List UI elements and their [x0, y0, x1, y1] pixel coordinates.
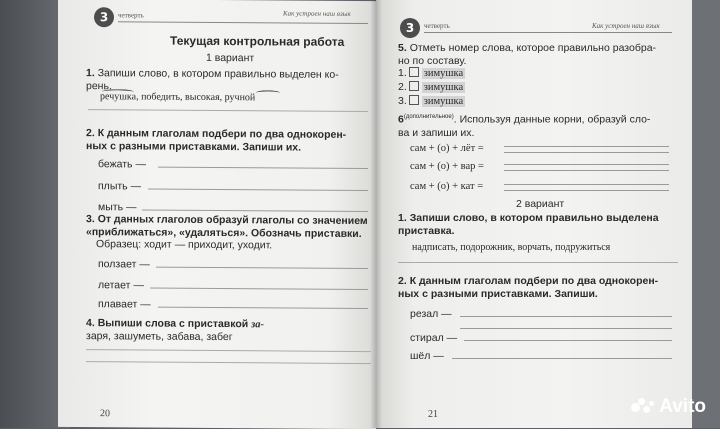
variant-label: 2 вариант [516, 198, 565, 210]
root-arc [256, 90, 280, 95]
page-title: Текущая контрольная работа [170, 33, 345, 49]
task-3-example: Образец: ходит — приходит, уходит. [96, 238, 273, 252]
variant-label: 1 вариант [206, 51, 255, 65]
quarter-badge: 3 [94, 7, 114, 27]
answer-line[interactable] [142, 209, 368, 212]
task-6: $6^{(дополнительное)}$. Используя данные корни, образуй сло- ва и запиши их. [398, 113, 651, 139]
checkbox[interactable] [409, 81, 419, 91]
answer-line[interactable] [150, 288, 368, 291]
book-spine [370, 0, 382, 428]
root-row-3: сам + (о) + кат = [410, 181, 484, 192]
task-4: 4. Выпиши слова с приставкой за- [86, 317, 265, 331]
task-3: 3. От данных глаголов образуй глаголы со значением «приближаться», «удаляться». Обозначь приставки. [86, 213, 368, 241]
root-arc [102, 89, 134, 94]
header-rule [118, 21, 368, 24]
answer-line[interactable] [86, 349, 371, 352]
task-5: 5. Отметь номер слова, которое правильно разобра- но по составу. [398, 42, 657, 67]
avito-logo-icon [631, 398, 655, 414]
task-4-words: заря, зашуметь, забава, забег [86, 330, 233, 344]
task-2-1-words: надписать, подорожник, ворчать, подружиться [412, 242, 611, 253]
task-2-1: 1. Запиши слово, в котором правильно выделена приставка. [398, 212, 659, 237]
answer-line[interactable] [504, 164, 669, 165]
verb-rezal: резал — [410, 308, 452, 320]
checkbox[interactable] [409, 95, 419, 105]
task-2-2: 2. К данным глаголам подбери по два однокорен- ных с разными приставками. Запиши. [398, 275, 659, 300]
verb-letaet: летает — [98, 279, 144, 292]
answer-line[interactable] [504, 146, 669, 147]
page-number: 21 [428, 409, 438, 420]
verb-shel: шёл — [410, 350, 444, 362]
option-2[interactable]: 2. зимушка [398, 81, 464, 93]
answer-line[interactable] [504, 190, 669, 191]
task-1-words: речушка, победить, высокая, ручной [100, 91, 256, 104]
checkbox[interactable] [409, 67, 419, 77]
avito-watermark: Avito [631, 396, 706, 418]
answer-line[interactable] [504, 184, 669, 185]
answer-line[interactable] [460, 328, 672, 329]
header-quarter: четверть [118, 11, 144, 20]
answer-line[interactable] [158, 307, 368, 309]
verb-plavaet: плавает — [98, 298, 151, 311]
verb-bezhat: бежать — [98, 158, 146, 171]
answer-line[interactable] [88, 109, 368, 112]
task-2: 2. К данным глаголам подбери по два однокорен- ных с разными приставками. Запиши их. [86, 127, 347, 154]
option-1[interactable]: 1. зимушка [398, 67, 464, 79]
verb-myt: мыть — [98, 201, 137, 214]
option-3[interactable]: 3. зимушка [398, 95, 464, 107]
answer-line[interactable] [148, 189, 368, 192]
answer-line[interactable] [158, 167, 368, 169]
answer-line[interactable] [504, 152, 669, 153]
answer-line[interactable] [86, 361, 371, 364]
header-book-title: Как устроен наш язык [592, 22, 660, 30]
verb-stiral: стирал — [410, 332, 458, 344]
answer-line[interactable] [460, 316, 672, 317]
answer-line[interactable] [398, 262, 678, 263]
right-page [376, 0, 692, 428]
header-rule [424, 32, 672, 33]
answer-line[interactable] [156, 267, 368, 269]
quarter-badge: 3 [400, 18, 420, 38]
answer-line[interactable] [464, 340, 672, 341]
root-row-1: сам + (о) + лёт = [410, 143, 484, 154]
left-page [58, 0, 376, 429]
verb-plyt: плыть — [98, 180, 142, 193]
header-book-title: Как устроен наш язык [283, 9, 351, 18]
task-1: 1. Запиши слово, в котором правильно выделен ко- рень. [86, 67, 339, 93]
root-row-2: сам + (о) + вар = [410, 161, 484, 172]
table-background-right [690, 0, 720, 428]
header-quarter: четверть [424, 22, 450, 30]
answer-line[interactable] [452, 358, 672, 359]
answer-line[interactable] [504, 170, 669, 171]
verb-polzaet: ползает — [98, 258, 150, 271]
page-number: 20 [100, 408, 110, 420]
